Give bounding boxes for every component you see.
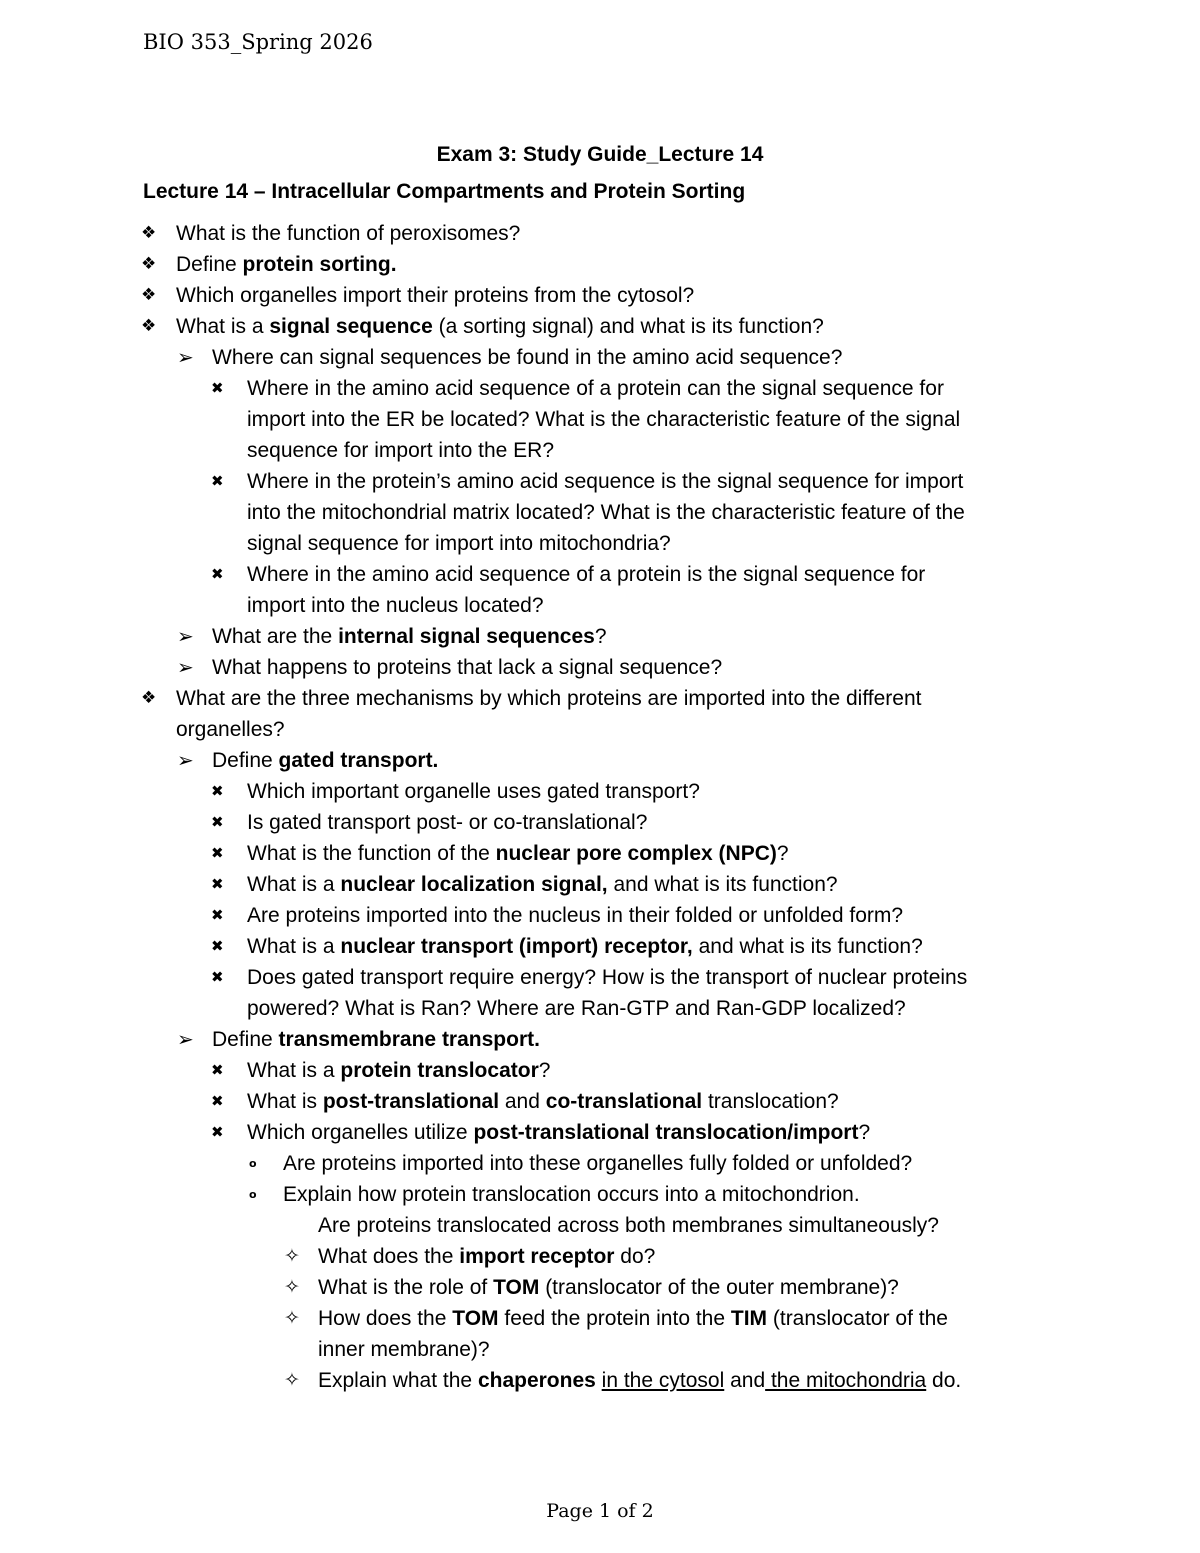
- bold-term: nuclear pore complex (NPC): [495, 842, 777, 865]
- outline-line: [176, 249, 397, 280]
- bold-term: co-translational: [545, 1090, 703, 1113]
- line-text: Where in the amino acid sequence of a protein is the signal sequence for: [247, 563, 926, 586]
- line-text: (translocator of the: [767, 1307, 948, 1330]
- lecture-heading: Lecture 14 – Intracellular Compartments and Protein Sorting: [143, 180, 746, 203]
- bold-term: post-translational translocation/import: [473, 1121, 859, 1144]
- line-text: Explain what the: [318, 1369, 478, 1392]
- arrow-bullet-icon: ➢: [177, 748, 194, 772]
- line-text: sequence for import into the ER?: [247, 439, 555, 462]
- outline-line: [176, 311, 824, 342]
- diamond-bullet-icon: ❖: [141, 316, 157, 336]
- bold-term: nuclear transport (import) receptor,: [340, 935, 693, 958]
- outline-line: [247, 497, 965, 528]
- outline-line: [176, 714, 285, 745]
- diamond-bullet-icon: ❖: [141, 254, 157, 274]
- line-text: and: [499, 1090, 546, 1113]
- line-text: What is the function of peroxisomes?: [176, 222, 521, 245]
- line-text: ?: [594, 625, 607, 648]
- line-text: Is gated transport post- or co-translational?: [247, 811, 648, 834]
- line-text: (a sorting signal) and what is its function?: [432, 315, 824, 338]
- bold-term: gated transport.: [278, 749, 439, 772]
- line-text: signal sequence for import into mitochondria?: [247, 532, 671, 555]
- underlined-text: the mitochondria: [765, 1369, 927, 1392]
- line-text: What are the: [212, 625, 339, 648]
- underlined-text: in the cytosol: [601, 1369, 725, 1392]
- outline-line: [247, 1117, 870, 1148]
- bold-term: TOM: [493, 1276, 540, 1299]
- line-text: import into the nucleus located?: [247, 594, 544, 617]
- arrow-bullet-icon: ➢: [177, 655, 194, 679]
- outline-line: [247, 528, 671, 559]
- outline-line: [212, 342, 842, 373]
- line-text: Which organelles import their proteins from the cytosol?: [176, 284, 695, 307]
- line-text: (translocator of the outer membrane)?: [539, 1276, 899, 1299]
- outline-line: [247, 590, 544, 621]
- line-text: organelles?: [176, 718, 285, 741]
- line-text: What is a: [247, 935, 341, 958]
- line-text: Where can signal sequences be found in the amino acid sequence?: [212, 346, 843, 369]
- x-bullet-icon: ✖: [211, 565, 224, 583]
- line-text: ?: [776, 842, 789, 865]
- x-bullet-icon: ✖: [211, 1092, 224, 1110]
- outline-line: [283, 1179, 860, 1210]
- bold-term: internal signal sequences: [338, 625, 595, 648]
- line-text: and what is its function?: [692, 935, 923, 958]
- outline-line: [176, 683, 922, 714]
- line-text: Are proteins imported into the nucleus in their folded or unfolded form?: [247, 904, 904, 927]
- diamond-bullet-icon: ❖: [141, 223, 157, 243]
- line-text: What is a: [247, 873, 341, 896]
- outline-line: [247, 559, 925, 590]
- outline-line: [212, 652, 722, 683]
- outline-line: [318, 1210, 939, 1241]
- line-text: Define: [212, 749, 279, 772]
- x-bullet-icon: ✖: [211, 1123, 224, 1141]
- bold-term: TIM: [730, 1307, 768, 1330]
- x-bullet-icon: ✖: [211, 472, 224, 490]
- x-bullet-icon: ✖: [211, 906, 224, 924]
- outline-line: [247, 993, 906, 1024]
- line-text: What does the: [318, 1245, 460, 1268]
- circle-bullet-icon: o: [249, 1188, 257, 1201]
- line-text: What is the function of the: [247, 842, 496, 865]
- outline-line: [247, 776, 700, 807]
- page-title: Exam 3: Study Guide_Lecture 14: [436, 143, 764, 166]
- arrow-bullet-icon: ➢: [177, 345, 194, 369]
- arrow-bullet-icon: ➢: [177, 1027, 194, 1051]
- line-text: and what is its function?: [607, 873, 838, 896]
- line-text: feed the protein into the: [498, 1307, 731, 1330]
- outline-line: [247, 869, 838, 900]
- line-text: Define: [212, 1028, 279, 1051]
- line-text: Which important organelle uses gated transport?: [247, 780, 700, 803]
- line-text: and: [724, 1369, 766, 1392]
- diamond-bullet-icon: ❖: [141, 285, 157, 305]
- x-bullet-icon: ✖: [211, 937, 224, 955]
- outline-line: [212, 621, 607, 652]
- bold-term: post-translational: [322, 1090, 500, 1113]
- x-bullet-icon: ✖: [211, 968, 224, 986]
- star-bullet-icon: ✧: [284, 1307, 300, 1329]
- line-text: Where in the amino acid sequence of a protein can the signal sequence for: [247, 377, 944, 400]
- line-text: Does gated transport require energy? How is the transport of nuclear proteins: [247, 966, 968, 989]
- line-text: ?: [858, 1121, 871, 1144]
- line-text: Are proteins translocated across both membranes simultaneously?: [318, 1214, 939, 1237]
- outline-line: [247, 435, 554, 466]
- outline-line: [247, 373, 944, 404]
- x-bullet-icon: ✖: [211, 782, 224, 800]
- diamond-bullet-icon: ❖: [141, 688, 157, 708]
- outline-line: [247, 404, 960, 435]
- outline-line: [318, 1334, 490, 1365]
- line-text: ?: [538, 1059, 551, 1082]
- bold-term: chaperones: [477, 1369, 596, 1392]
- outline-line: [283, 1148, 912, 1179]
- outline-line: [318, 1272, 899, 1303]
- outline-line: [318, 1241, 655, 1272]
- outline-line: [318, 1365, 961, 1396]
- star-bullet-icon: ✧: [284, 1369, 300, 1391]
- bold-term: protein translocator: [340, 1059, 539, 1082]
- x-bullet-icon: ✖: [211, 379, 224, 397]
- bold-term: import receptor: [459, 1245, 615, 1268]
- bold-term: nuclear localization signal,: [340, 873, 608, 896]
- course-header: BIO 353_Spring 2026: [143, 30, 373, 54]
- x-bullet-icon: ✖: [211, 1061, 224, 1079]
- line-text: Where in the protein’s amino acid sequence is the signal sequence for import: [247, 470, 964, 493]
- line-text: What is: [247, 1090, 323, 1113]
- line-text: inner membrane)?: [318, 1338, 490, 1361]
- outline-line: [247, 931, 923, 962]
- circle-bullet-icon: o: [249, 1157, 257, 1170]
- outline-line: [247, 838, 789, 869]
- line-text: import into the ER be located? What is the characteristic feature of the signal: [247, 408, 961, 431]
- line-text: into the mitochondrial matrix located? What is the characteristic feature of the: [247, 501, 965, 524]
- line-text: What is a: [176, 315, 270, 338]
- outline-line: [212, 1024, 540, 1055]
- bold-term: signal sequence: [269, 315, 433, 338]
- outline-line: [247, 900, 903, 931]
- outline-line: [318, 1303, 948, 1334]
- line-text: Are proteins imported into these organelles fully folded or unfolded?: [283, 1152, 913, 1175]
- outline-line: [176, 218, 520, 249]
- line-text: Explain how protein translocation occurs into a mitochondrion.: [283, 1183, 860, 1206]
- outline-line: [247, 1055, 550, 1086]
- outline-line: [247, 962, 967, 993]
- bold-term: TOM: [452, 1307, 499, 1330]
- arrow-bullet-icon: ➢: [177, 624, 194, 648]
- line-text: do.: [926, 1369, 962, 1392]
- line-text: What is a: [247, 1059, 341, 1082]
- outline-line: [212, 745, 438, 776]
- line-text: Define: [176, 253, 243, 276]
- line-text: Which organelles utilize: [247, 1121, 474, 1144]
- outline-line: [247, 807, 647, 838]
- x-bullet-icon: ✖: [211, 844, 224, 862]
- line-text: What are the three mechanisms by which proteins are imported into the different: [176, 687, 922, 710]
- page-number: Page 1 of 2: [546, 1500, 654, 1522]
- star-bullet-icon: ✧: [284, 1276, 300, 1298]
- x-bullet-icon: ✖: [211, 813, 224, 831]
- outline-line: [176, 280, 694, 311]
- star-bullet-icon: ✧: [284, 1245, 300, 1267]
- bold-term: transmembrane transport.: [278, 1028, 540, 1051]
- line-text: How does the: [318, 1307, 453, 1330]
- outline-line: [247, 1086, 839, 1117]
- line-text: What happens to proteins that lack a signal sequence?: [212, 656, 723, 679]
- line-text: translocation?: [702, 1090, 839, 1113]
- line-text: What is the role of: [318, 1276, 494, 1299]
- line-text: do?: [614, 1245, 656, 1268]
- line-text: powered? What is Ran? Where are Ran-GTP and Ran-GDP localized?: [247, 997, 906, 1020]
- outline-line: [247, 466, 963, 497]
- bold-term: protein sorting.: [242, 253, 397, 276]
- x-bullet-icon: ✖: [211, 875, 224, 893]
